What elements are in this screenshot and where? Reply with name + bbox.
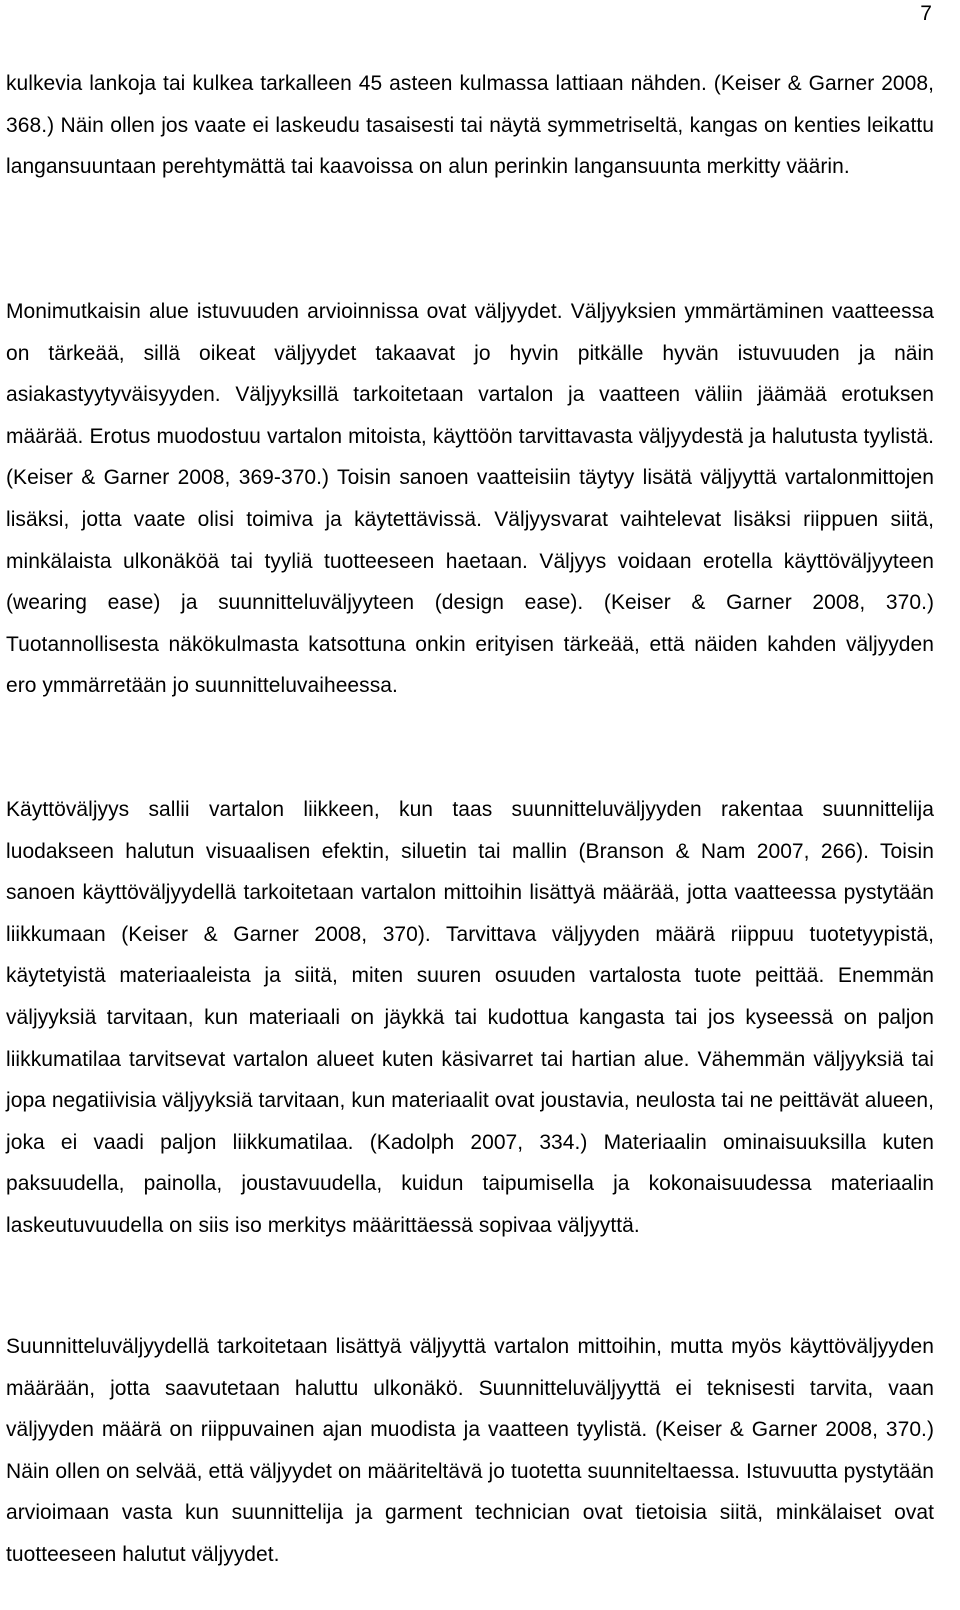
paragraph-design-ease: Suunnitteluväljyydellä tarkoitetaan lisättyä väljyyttä vartalon mittoihin, mutta myös käyttöväljyyden määrään, jotta saavutetaan haluttu ulkonäkö. Suunnitteluväljyyttä ei teknisesti tarvita, vaan väljyyden määrä on riippuvainen ajan muodista ja vaatteen tyylistä. (Keiser & Garner 2008, 370.) Näin ollen on selvää, että väljyydet on määriteltävä jo tuotetta suunniteltaessa. Istuvuutta pystytään arvioimaan vasta kun suunnittelija ja garment technician ovat tietoisia siitä, minkälaiset ovat tuotteeseen halutut väljyydet.: [6, 1335, 934, 1566]
paragraph-grain-direction: kulkevia lankoja tai kulkea tarkalleen 45 asteen kulmassa lattiaan nähden. (Keiser & Garner 2008, 368.) Näin ollen jos vaate ei laskeudu tasaisesti tai näytä symmetriseltä, kangas on kenties leikattu langansuuntaan perehtymättä tai kaavoissa on alun perinkin langansuunta merkitty väärin.: [6, 72, 934, 179]
paragraph-ease-overview: Monimutkaisin alue istuvuuden arvioinnissa ovat väljyydet. Väljyyksien ymmärtäminen vaatteessa on tärkeää, sillä oikeat väljyydet takaavat jo hyvin pitkälle hyvän istuvuuden ja näin asiakastyytyväisyyden. Väljyyksillä tarkoitetaan vartalon ja vaatteen väliin jäämää erotuksen määrää. Erotus muodostuu vartalon mitoista, käyttöön tarvittavasta väljyydestä ja halutusta tyylistä. (Keiser & Garner 2008, 369-370.) Toisin sanoen vaatteisiin täytyy lisätä väljyyttä vartalonmittojen lisäksi, jotta vaate olisi toimiva ja käytettävissä. Väljyysvarat vaihtelevat lisäksi riippuen siitä, minkälaista ulkonäköä tai tyyliä tuotteeseen haetaan. Väljyys voidaan erotella käyttöväljyyteen (wearing ease) ja suunnitteluväljyyteen (design ease). (Keiser & Garner 2008, 370.) Tuotannollisesta näkökulmasta katsottuna onkin erityisen tärkeää, että näiden kahden väljyyden ero ymmärretään jo suunnitteluvaiheessa.: [6, 300, 934, 698]
paragraph-wearing-ease: Käyttöväljyys sallii vartalon liikkeen, kun taas suunnitteluväljyyden rakentaa suunnittelija luodakseen halutun visuaalisen efektin, siluetin tai mallin (Branson & Nam 2007, 266). Toisin sanoen käyttöväljyydellä tarkoitetaan vartalon mittoihin lisättyä määrää, jotta vaatteessa pystytään liikkumaan (Keiser & Garner 2008, 370). Tarvittava väljyyden määrä riippuu tuotetyypistä, käytetyistä materiaaleista ja siitä, miten suuren osuuden vartalosta tuote peittää. Enemmän väljyyksiä tarvitaan, kun materiaali on jäykkä tai kudottua kangasta tai jos kyseessä on paljon liikkumatilaa tarvitsevat vartalon alueet kuten käsivarret tai hartian alue. Vähemmän väljyyksiä tai jopa negatiivisia väljyyksiä tarvitaan, kun materiaalit ovat joustavia, neulosta tai ne peittävät alueen, joka ei vaadi paljon liikkumatilaa. (Kadolph 2007, 334.) Materiaalin ominaisuuksilla kuten paksuudella, painolla, joustavuudella, kuidun taipumisella ja kokonaisuudessa materiaalin laskeutuvuudella on siis iso merkitys määrittäessä sopivaa väljyyttä.: [6, 798, 934, 1237]
page-number: 7: [920, 2, 932, 25]
